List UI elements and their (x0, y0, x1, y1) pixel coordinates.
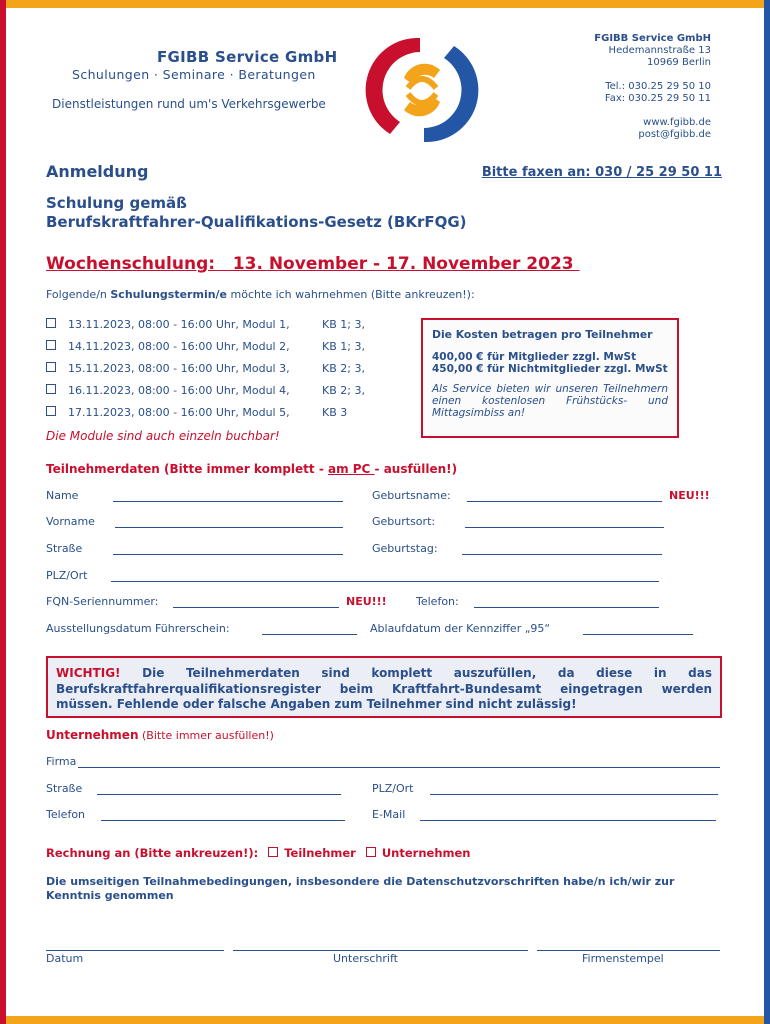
course-date: 16.11.2023, 08:00 - 16:00 Uhr, Modul 4, (68, 384, 290, 397)
company-street-field[interactable] (97, 793, 341, 795)
course-kb: KB 3 (322, 406, 348, 419)
course-kb: KB 2; 3, (322, 384, 365, 397)
stamp-line[interactable] (537, 949, 720, 951)
intro-pre: Folgende/n (46, 288, 111, 301)
birthplace-field[interactable] (465, 526, 664, 528)
participant-heading-pre: Teilnehmerdaten (Bitte immer komplett - (46, 462, 328, 476)
course-kb: KB 1; 3, (322, 318, 365, 331)
firma-field[interactable] (78, 766, 720, 768)
checkbox[interactable] (46, 406, 56, 416)
participant-heading-ul: am PC (327, 462, 375, 476)
company-phone-field[interactable] (101, 819, 345, 821)
birthname-label: Geburtsname: (372, 489, 451, 502)
billing-checkbox-company[interactable] (366, 847, 376, 857)
billing-row (46, 846, 470, 860)
birthname-new-badge: NEU!!! (669, 489, 710, 502)
checkbox[interactable] (46, 384, 56, 394)
checkbox[interactable] (46, 340, 56, 350)
birthplace-label: Geburtsort: (372, 515, 436, 528)
company-zip-field[interactable] (430, 793, 718, 795)
top-border (0, 0, 770, 8)
warning-text: Die Teilnehmerdaten sind komplett auszufüllen, da diese in das Berufskraftfahrerqualifikationsregister beim Kraftfahrt-Bundesamt eingetragen werden müssen. Fehlende oder falsche Angaben zum Teilnehmer sind nicht zulässig! (56, 666, 712, 711)
intro-post: möchte ich wahrnehmen (Bitte ankreuzen!): (227, 288, 475, 301)
cost-members: 400,00 € für Mitglieder zzgl. MwSt (432, 351, 637, 363)
zip-field[interactable] (111, 580, 659, 582)
course-date: 17.11.2023, 08:00 - 16:00 Uhr, Modul 5, (68, 406, 290, 419)
week-title: Wochenschulung: 13. November - 17. November 2023 (46, 254, 580, 274)
participant-heading (46, 462, 457, 476)
firstname-field[interactable] (115, 526, 343, 528)
address-name: FGIBB Service GmbH (594, 33, 711, 44)
course-kb: KB 1; 3, (322, 340, 365, 353)
company-street-label: Straße (46, 782, 83, 795)
birthday-label: Geburtstag: (372, 542, 438, 555)
signature-line[interactable] (233, 949, 528, 951)
warning-box (46, 656, 722, 718)
cost-box (421, 318, 679, 438)
company-email-field[interactable] (420, 819, 716, 821)
participant-heading-post: - ausfüllen!) (374, 462, 458, 476)
course-date: 14.11.2023, 08:00 - 16:00 Uhr, Modul 2, (68, 340, 290, 353)
expiry-field[interactable] (583, 633, 693, 635)
fqn-new-badge: NEU!!! (346, 595, 387, 608)
billing-label: Rechnung an (Bitte ankreuzen!): (46, 846, 259, 860)
firstname-label: Vorname (46, 515, 95, 528)
logo-icon (362, 30, 480, 150)
signature-label: Unterschrift (333, 952, 398, 965)
address-web[interactable]: www.fgibb.de (643, 117, 711, 128)
module-note: Die Module sind auch einzeln buchbar! (46, 429, 280, 443)
course-date: 15.11.2023, 08:00 - 16:00 Uhr, Modul 3, (68, 362, 290, 375)
course-option-4[interactable] (46, 384, 365, 397)
checkbox[interactable] (46, 362, 56, 372)
intro-text (46, 288, 475, 301)
cost-title: Die Kosten betragen pro Teilnehmer (432, 328, 653, 341)
left-border (0, 0, 6, 1024)
address-fax: Fax: 030.25 29 50 11 (604, 93, 711, 104)
billing-option-company[interactable]: Unternehmen (381, 846, 471, 860)
company-heading-label: Unternehmen (46, 728, 139, 742)
checkbox[interactable] (46, 318, 56, 328)
fqn-field[interactable] (173, 606, 339, 608)
street-field[interactable] (113, 553, 343, 555)
issue-date-field[interactable] (262, 633, 357, 635)
right-border (764, 0, 770, 1024)
date-signature-line[interactable] (46, 949, 224, 951)
course-title-2: Berufskraftfahrer-Qualifikations-Gesetz (BKrFQG) (46, 213, 467, 231)
company-subtitle: Dienstleistungen rund um's Verkehrsgewerbe (52, 97, 326, 111)
expiry-label: Ablaufdatum der Kennziffer „95“ (370, 622, 551, 635)
company-heading-note: (Bitte immer ausfüllen!) (138, 729, 274, 742)
street-label: Straße (46, 542, 83, 555)
company-heading (46, 728, 274, 742)
course-kb: KB 2; 3, (322, 362, 365, 375)
course-title-1: Schulung gemäß (46, 194, 187, 212)
name-label: Name (46, 489, 79, 502)
company-phone-label: Telefon (46, 808, 86, 821)
course-option-3[interactable] (46, 362, 365, 375)
warning-label: WICHTIG! (56, 666, 121, 680)
zip-label: PLZ/Ort (46, 569, 88, 582)
address-street: Hedemannstraße 13 (608, 45, 711, 56)
stamp-label: Firmenstempel (582, 952, 664, 965)
cost-service: Als Service bieten wir unseren Teilnehmern einen kostenlosen Frühstücks- und Mittagsimbiss an! (432, 383, 668, 419)
name-field[interactable] (113, 500, 343, 502)
phone-field[interactable] (474, 606, 659, 608)
course-option-2[interactable] (46, 340, 365, 353)
address-city: 10969 Berlin (646, 57, 711, 68)
course-date: 13.11.2023, 08:00 - 16:00 Uhr, Modul 1, (68, 318, 290, 331)
company-zip-label: PLZ/Ort (372, 782, 414, 795)
birthday-field[interactable] (462, 553, 662, 555)
company-email-label: E-Mail (372, 808, 406, 821)
cost-nonmembers: 450,00 € für Nichtmitglieder zzgl. MwSt (432, 363, 668, 375)
birthname-field[interactable] (467, 500, 662, 502)
company-name: FGIBB Service GmbH (157, 48, 338, 66)
course-option-1[interactable] (46, 318, 365, 331)
fqn-label: FQN-Seriennummer: (46, 595, 159, 608)
issue-date-label: Ausstellungsdatum Führerschein: (46, 622, 230, 635)
firma-label: Firma (46, 755, 77, 768)
intro-bold: Schulungstermin/e (110, 288, 228, 301)
fax-note: Bitte faxen an: 030 / 25 29 50 11 (481, 165, 722, 180)
consent-text: Die umseitigen Teilnahmebedingungen, insbesondere die Datenschutzvorschriften habe/n ich/wir zur Kenntnis genommen (46, 875, 675, 902)
company-address (594, 33, 711, 141)
billing-checkbox-participant[interactable] (268, 847, 278, 857)
bottom-border (0, 1016, 770, 1024)
phone-label: Telefon: (416, 595, 459, 608)
date-label: Datum (46, 952, 84, 965)
company-tagline: Schulungen · Seminare · Beratungen (72, 67, 316, 82)
course-option-5[interactable] (46, 406, 347, 419)
form-title: Anmeldung (46, 162, 149, 181)
billing-option-participant[interactable]: Teilnehmer (284, 846, 356, 860)
address-tel: Tel.: 030.25 29 50 10 (605, 81, 711, 92)
address-email[interactable]: post@fgibb.de (638, 129, 711, 140)
